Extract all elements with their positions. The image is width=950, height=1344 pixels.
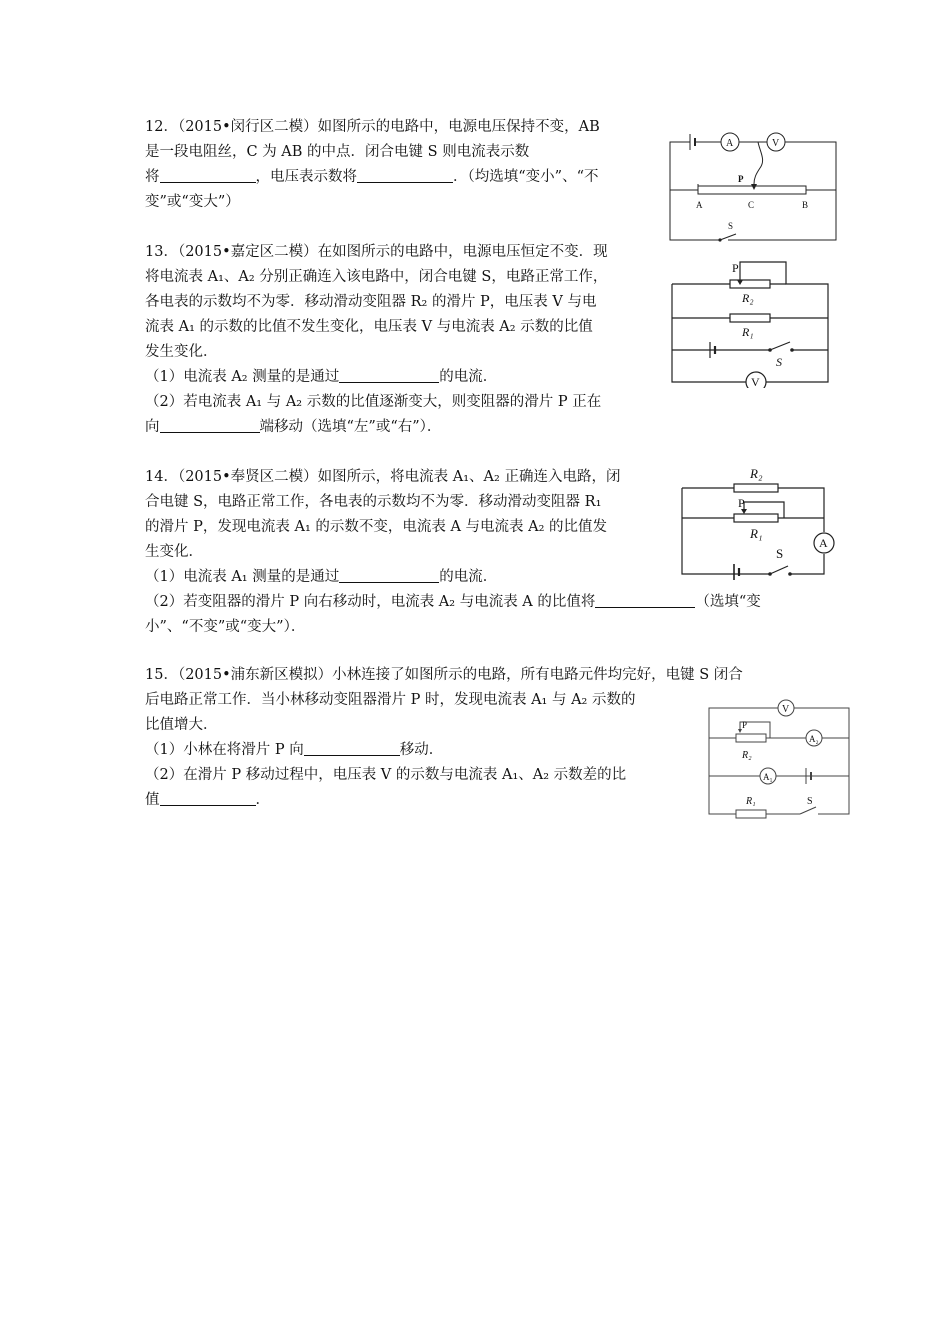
q15-line-2: 后电路正常工作．当小林移动变阻器滑片 P 时，发现电流表 A₁ 与 A₂ 示数的 (145, 692, 636, 708)
q14-line-7: 小”、“不变”或“变大”）． (145, 619, 306, 635)
question-15 (145, 663, 743, 813)
q12-switch-label: S (728, 221, 734, 231)
answer-blank (339, 566, 439, 583)
q15-r2-label: R₂ (742, 750, 752, 761)
answer-blank (160, 789, 256, 806)
q15-line-5: （2）在滑片 P 移动过程中，电压表 V 的示数与电流表 A₁、A₂ 示数差的比 (145, 767, 627, 783)
q13-line-4: 流表 A₁ 的示数的比值不发生变化，电压表 V 与电流表 A₂ 示数的比值 (145, 319, 593, 335)
question-13 (145, 240, 608, 440)
q13-line-6a: （1）电流表 A₂ 测量的是通过 (145, 369, 340, 385)
q12-voltmeter-label: V (772, 138, 780, 149)
answer-blank (357, 166, 453, 183)
q12-line-2: 是一段电阻丝，C 为 AB 的中点．闭合电键 S 则电流表示数 (145, 144, 530, 160)
q14-ammeter-label: A (819, 536, 828, 550)
q12-line-4: 变”或“变大”） (145, 194, 240, 210)
q13-circuit-diagram (668, 258, 832, 388)
q15-line-6a: 值 (145, 792, 160, 808)
q15-voltmeter-label: V (782, 704, 790, 715)
q12-point-c-label: C (748, 200, 755, 210)
q15-switch-label: S (807, 796, 813, 807)
q15-line-4b: 移动． (399, 742, 444, 758)
question-12 (145, 115, 600, 215)
q12-point-a-label: A (696, 200, 703, 210)
answer-blank (304, 739, 400, 756)
q15-r1-label: R₁ (746, 796, 756, 807)
q14-line-5b: 的电流． (439, 569, 498, 585)
q15-line-6b: ． (255, 792, 270, 808)
q13-line-8a: 向 (145, 419, 160, 435)
q13-r1-label: R₁ (742, 325, 754, 339)
q14-switch-label: S (776, 546, 784, 561)
q14-line-1: 14．（2015•奉贤区二模）如图所示，将电流表 A₁、A₂ 正确连入电路，闭 (145, 469, 621, 485)
q12-line-3c: ．（均选填“变小”、“不 (453, 169, 599, 185)
q13-line-1: 13．（2015•嘉定区二模）在如图所示的电路中，电源电压恒定不变．现 (145, 244, 608, 260)
q15-ammeter-a1-label: A₁ (763, 772, 773, 782)
q13-line-7: （2）若电流表 A₁ 与 A₂ 示数的比值逐渐变大，则变阻器的滑片 P 正在 (145, 394, 602, 410)
q15-ammeter-a2-label: A₂ (809, 734, 819, 744)
q14-slider-label: P (738, 496, 745, 510)
answer-blank (160, 166, 256, 183)
q13-r2-label: R₂ (742, 291, 754, 305)
q14-r1-label: R₁ (750, 526, 763, 541)
q12-point-b-label: B (802, 200, 809, 210)
q14-line-6b: （选填“变 (695, 594, 761, 610)
q12-line-3a: 将 (145, 169, 160, 185)
q15-slider-label: P (742, 720, 748, 730)
q13-line-3: 各电表的示数均不为零．移动滑动变阻器 R₂ 的滑片 P，电压表 V 与电 (145, 294, 597, 310)
answer-blank (595, 591, 695, 608)
q12-slider-label: P (738, 174, 744, 184)
question-14 (145, 465, 761, 640)
q15-line-1: 15．（2015•浦东新区模拟）小林连接了如图所示的电路，所有电路元件均完好，电键 S 闭合 (145, 667, 743, 683)
q12-circuit-diagram (668, 128, 840, 244)
answer-blank (339, 366, 439, 383)
q12-line-3b: ，电压表示数将 (255, 169, 357, 185)
q13-voltmeter-label: V (751, 375, 760, 388)
answer-blank (160, 416, 260, 433)
q14-line-2: 合电键 S，电路正常工作，各电表的示数均不为零．移动滑动变阻器 R₁ (145, 494, 602, 510)
q14-line-6a: （2）若变阻器的滑片 P 向右移动时，电流表 A₂ 与电流表 A 的比值将 (145, 594, 596, 610)
q15-line-3: 比值增大． (145, 717, 218, 733)
q15-circuit-diagram (706, 696, 852, 820)
q13-line-8b: 端移动（选填“左”或“右”）． (259, 419, 442, 435)
q14-line-3: 的滑片 P，发现电流表 A₁ 的示数不变，电流表 A 与电流表 A₂ 的比值发 (145, 519, 608, 535)
q13-switch-label: S (776, 355, 782, 369)
q13-line-6b: 的电流． (439, 369, 498, 385)
q14-circuit-diagram (678, 462, 842, 580)
q13-line-2: 将电流表 A₁、A₂ 分别正确连入该电路中，闭合电键 S，电路正常工作， (145, 269, 608, 285)
q12-line-1: 12．（2015•闵行区二模）如图所示的电路中，电源电压保持不变，AB (145, 119, 600, 135)
q15-line-4a: （1）小林在将滑片 P 向 (145, 742, 304, 758)
q14-line-5a: （1）电流表 A₁ 测量的是通过 (145, 569, 340, 585)
q12-ammeter-label: A (726, 138, 734, 149)
q13-line-5: 发生变化． (145, 344, 218, 360)
q14-line-4: 生变化． (145, 544, 203, 560)
q14-r2-label: R₂ (750, 466, 763, 481)
q13-slider-label: P (732, 261, 739, 275)
